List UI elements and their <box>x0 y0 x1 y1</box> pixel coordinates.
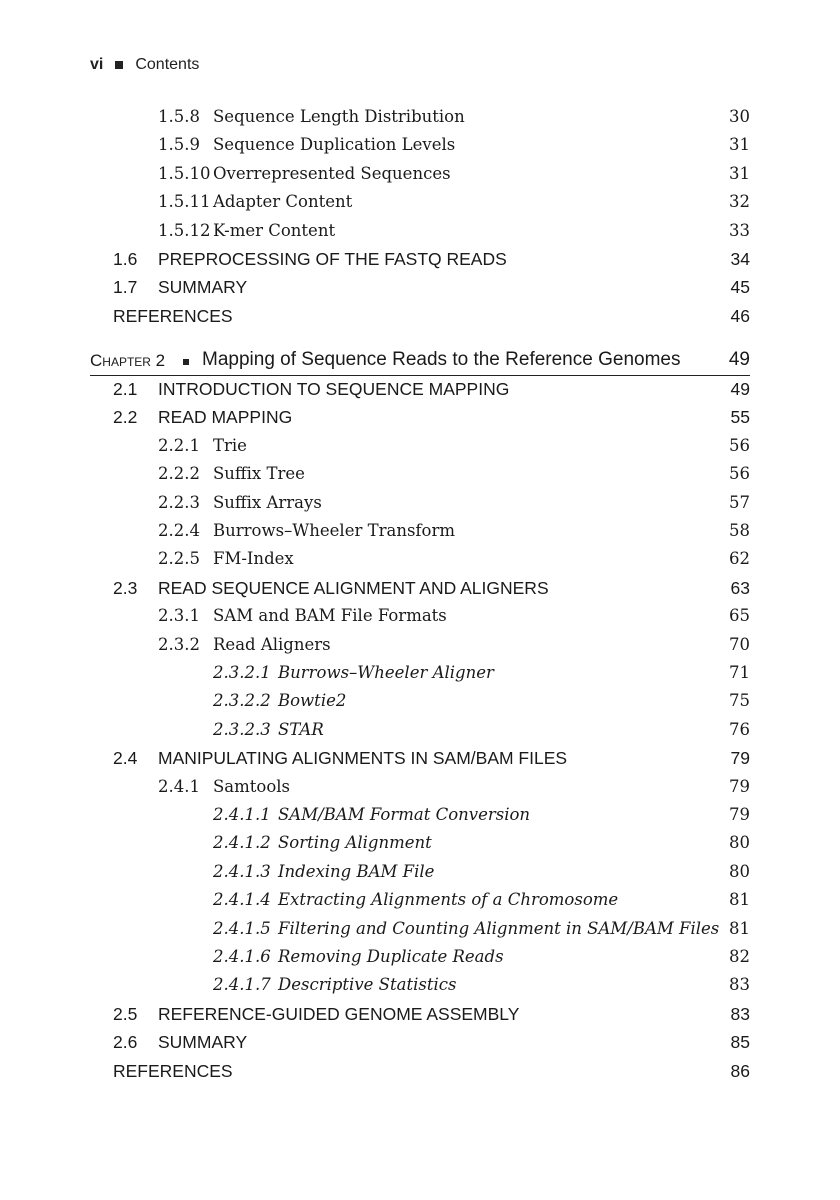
toc-entry-number: 2.2.1 <box>158 435 200 455</box>
toc-entry[interactable] <box>0 606 840 634</box>
toc-entry[interactable] <box>0 862 840 890</box>
chapter-title: Mapping of Sequence Reads to the Reference Genomes <box>202 349 681 370</box>
toc-entry-number: 2.3.2.1 <box>213 663 271 682</box>
toc-entry[interactable] <box>0 277 840 305</box>
toc-entry-title: Bowtie2 <box>278 691 347 711</box>
toc-entry-title: READ MAPPING <box>158 407 293 428</box>
toc-entry-number: 2.3.1 <box>158 606 200 626</box>
toc-entry-page: 85 <box>730 1032 750 1053</box>
toc-entry[interactable] <box>0 464 840 492</box>
toc-entry-number: 2.3.2 <box>158 634 200 654</box>
toc-entry-page: 33 <box>729 220 750 240</box>
toc-entry-number: 1.5.11 <box>158 192 211 212</box>
toc-entry[interactable] <box>0 805 840 833</box>
toc-entry[interactable] <box>0 919 840 947</box>
toc-entry-title: REFERENCE-GUIDED GENOME ASSEMBLY <box>158 1003 520 1024</box>
chapter-heading[interactable] <box>90 349 750 376</box>
page-number: vi <box>90 56 104 73</box>
toc-entry-page: 83 <box>730 1003 750 1024</box>
toc-entry-page: 57 <box>729 492 750 512</box>
toc-entry-number: 2.4.1.6 <box>213 947 271 966</box>
toc-entry-number: 2.4.1 <box>158 776 200 796</box>
toc-entry-number: 2.4.1.5 <box>213 918 271 938</box>
toc-entry-page: 46 <box>730 305 750 326</box>
toc-entry-number: 2.3.2.2 <box>213 691 271 711</box>
toc-entry-number: 2.4.1.2 <box>213 833 271 853</box>
toc-entry-page: 83 <box>729 975 750 995</box>
toc-entry[interactable] <box>0 947 840 975</box>
toc-entry[interactable] <box>0 493 840 521</box>
toc-entry[interactable] <box>0 890 840 918</box>
toc-entry-page: 34 <box>730 249 750 269</box>
toc-entry-title: SAM/BAM Format Conversion <box>278 805 531 824</box>
toc-entry[interactable] <box>0 833 840 861</box>
toc-entry-page: 62 <box>729 549 750 569</box>
toc-entry-title: Samtools <box>213 776 291 796</box>
toc-entry[interactable] <box>0 221 840 249</box>
toc-entry-page: 82 <box>729 947 750 966</box>
toc-entry[interactable] <box>0 777 840 805</box>
toc-entry-number: 1.5.9 <box>158 135 200 155</box>
toc-entry-page: 31 <box>729 135 750 155</box>
toc-entry-number: 2.4 <box>113 748 138 769</box>
toc-entry-page: 56 <box>729 464 750 484</box>
toc-entry-title: REFERENCES <box>113 305 233 326</box>
toc-entry-number: 2.2.4 <box>158 521 200 540</box>
toc-entry-number: 1.5.12 <box>158 220 211 240</box>
toc-entry-page: 71 <box>729 663 750 682</box>
toc-entry-title: Extracting Alignments of a Chromosome <box>278 890 619 910</box>
toc-entry-title: SUMMARY <box>158 1032 248 1053</box>
toc-entry-number: 1.7 <box>113 277 138 298</box>
toc-entry-number: 2.3.2.3 <box>213 719 271 739</box>
toc-entry-number: 2.6 <box>113 1032 138 1053</box>
toc-entry-page: 79 <box>730 748 750 769</box>
chapter-page-number: 49 <box>728 349 750 370</box>
toc-entry-number: 2.5 <box>113 1003 138 1024</box>
toc-entry-page: 81 <box>729 918 750 938</box>
toc-entry[interactable] <box>0 407 840 435</box>
toc-entry[interactable] <box>0 521 840 549</box>
toc-entry-number: 2.2 <box>113 407 138 428</box>
toc-entry-page: 32 <box>729 192 750 212</box>
toc-entry-number: 2.2.5 <box>158 549 200 569</box>
toc-entry-page: 76 <box>729 719 750 739</box>
toc-entry-number: 1.5.8 <box>158 107 200 126</box>
toc-entry-number: 2.3 <box>113 577 138 598</box>
toc-entry-number: 2.2.2 <box>158 464 200 484</box>
toc-entry[interactable] <box>0 1004 840 1032</box>
toc-entry[interactable] <box>0 135 840 163</box>
toc-entry-page: 58 <box>729 521 750 540</box>
running-head-section: Contents <box>135 56 200 73</box>
toc-entry-page: 31 <box>729 163 750 183</box>
toc-entry-page: 70 <box>729 634 750 654</box>
toc-entry-number: 2.4.1.7 <box>213 975 271 995</box>
toc-entry-number: 1.5.10 <box>158 163 211 183</box>
toc-entry-page: 45 <box>730 277 750 298</box>
toc-entry-title: Suffix Arrays <box>213 492 322 512</box>
toc-entry[interactable] <box>0 1032 840 1060</box>
toc-entry-page: 65 <box>729 606 750 626</box>
toc-entry[interactable] <box>0 164 840 192</box>
square-bullet-icon <box>115 61 123 69</box>
toc-entry[interactable] <box>0 663 840 691</box>
toc-entry[interactable] <box>0 748 840 776</box>
toc-entry[interactable] <box>0 379 840 407</box>
toc-entry-title: READ SEQUENCE ALIGNMENT AND ALIGNERS <box>158 577 549 598</box>
toc-entry-title: MANIPULATING ALIGNMENTS IN SAM/BAM FILES <box>158 748 568 769</box>
toc-entry-page: 79 <box>729 776 750 796</box>
toc-entry-title: Trie <box>213 435 247 455</box>
toc-entry[interactable] <box>0 436 840 464</box>
toc-entry-title: Adapter Content <box>213 192 353 212</box>
toc-entry-number: 2.2.3 <box>158 492 200 512</box>
toc-entry-title: Descriptive Statistics <box>278 975 457 995</box>
toc-entry-page: 30 <box>729 107 750 126</box>
toc-entry-page: 75 <box>729 691 750 711</box>
toc-entry[interactable] <box>0 549 840 577</box>
toc-entry-title: SUMMARY <box>158 277 248 298</box>
toc-entry-title: SAM and BAM File Formats <box>213 606 447 626</box>
toc-entry[interactable] <box>0 249 840 277</box>
toc-entry[interactable] <box>0 578 840 606</box>
toc-entry-title: Sequence Length Distribution <box>213 107 465 126</box>
toc-entry[interactable] <box>0 975 840 1003</box>
toc-entry-page: 80 <box>729 833 750 853</box>
toc-entry-page: 80 <box>729 861 750 881</box>
chapter-label: Chapter 2 <box>90 351 166 370</box>
toc-entry-number: 1.6 <box>113 249 138 269</box>
toc-entry[interactable] <box>0 192 840 220</box>
toc-entry-number: 2.4.1.3 <box>213 861 271 881</box>
toc-entry-title: Burrows–Wheeler Aligner <box>278 663 494 682</box>
toc-entry-number: 2.4.1.4 <box>213 890 271 910</box>
toc-entry-title: Overrepresented Sequences <box>213 163 451 183</box>
toc-entry-title: PREPROCESSING OF THE FASTQ READS <box>158 249 507 269</box>
toc-entry-title: Indexing BAM File <box>278 861 435 881</box>
running-head <box>90 56 199 74</box>
square-bullet-icon <box>183 359 189 365</box>
toc-entry-number: 2.4.1.1 <box>213 805 271 824</box>
toc-entry[interactable] <box>0 107 840 135</box>
toc-entry-title: STAR <box>278 719 324 739</box>
toc-entry-title: Filtering and Counting Alignment in SAM/BAM Files <box>278 918 720 938</box>
toc-entry-page: 63 <box>730 577 750 598</box>
toc-entry-title: Sorting Alignment <box>278 833 432 853</box>
toc-entry[interactable] <box>0 306 840 334</box>
toc-entry-title: REFERENCES <box>113 1060 233 1081</box>
toc-entry-page: 81 <box>729 890 750 910</box>
toc-entry[interactable] <box>0 691 840 719</box>
toc-entry-title: K-mer Content <box>213 220 336 240</box>
toc-entry-page: 55 <box>730 407 750 428</box>
toc-entry-title: Burrows–Wheeler Transform <box>213 521 455 540</box>
toc-entry-title: Sequence Duplication Levels <box>213 135 456 155</box>
toc-entry-title: Removing Duplicate Reads <box>278 947 504 966</box>
toc-entry-title: Suffix Tree <box>213 464 305 484</box>
toc-entry-number: 2.1 <box>113 379 138 399</box>
toc-entry-page: 56 <box>729 435 750 455</box>
toc-entry-page: 79 <box>729 805 750 824</box>
toc-entry[interactable] <box>0 635 840 663</box>
toc-entry[interactable] <box>0 720 840 748</box>
toc-entry-title: FM-Index <box>213 549 294 569</box>
toc-entry-page: 86 <box>730 1060 750 1081</box>
toc-entry-page: 49 <box>730 379 750 399</box>
toc-entry-title: INTRODUCTION TO SEQUENCE MAPPING <box>158 379 510 399</box>
toc-entry[interactable] <box>0 1061 840 1089</box>
toc-entry-title: Read Aligners <box>213 634 331 654</box>
